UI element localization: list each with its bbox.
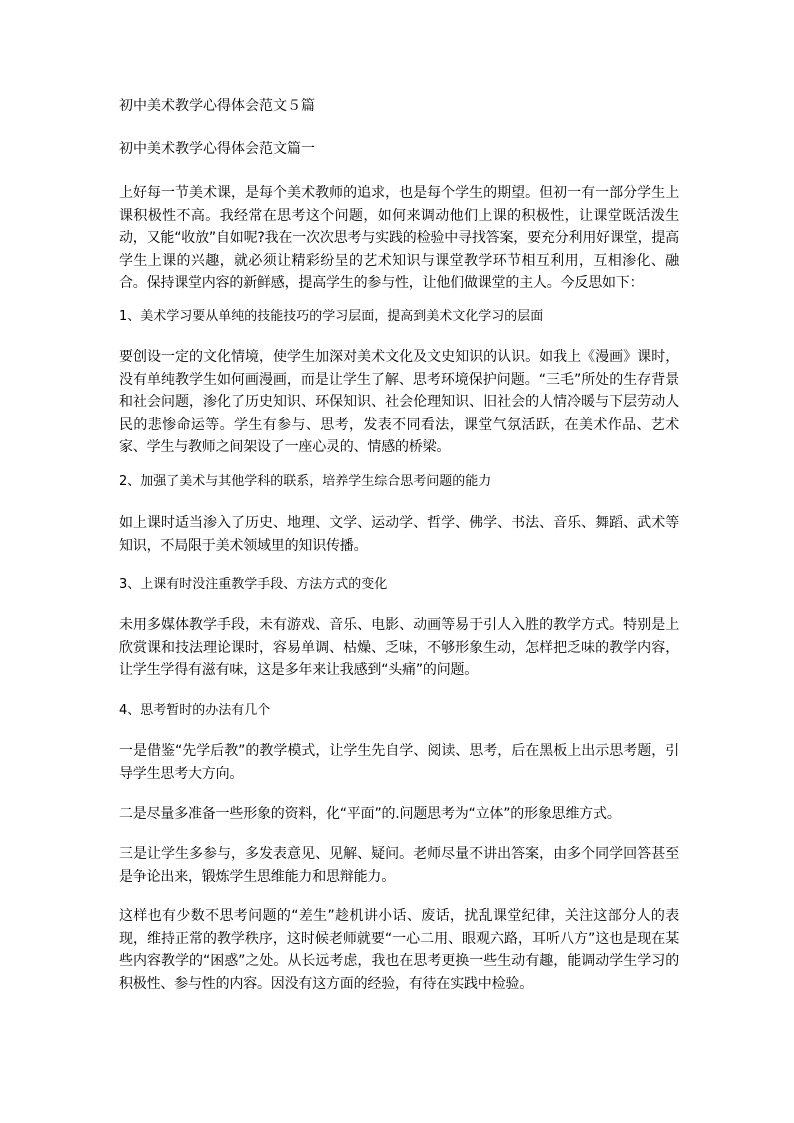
method-paragraph-3: 三是让学生多参与，多发表意见、见解、疑问。老师尽量不讲出答案，由多个同学回答甚至是争论出来，锻炼学生思维能力和思辩能力。	[119, 846, 679, 885]
section-heading-4: 4、思考暂时的办法有几个	[119, 703, 271, 718]
document-subtitle: 初中美术教学心得体会范文篇一	[119, 141, 315, 157]
document-page	[119, 96, 679, 992]
intro-paragraph: 上好每一节美术课，是每个美术教师的追求，也是每个学生的期望。但初一有一部分学生上课积极性不高。我经常在思考这个问题，如何来调动他们上课的积极性，让课堂既活泼生动，又能“收放”自如呢?我在一次次思考与实践的检验中寻找答案，要充分利用好课堂，提高学生上课的兴趣，就必须让精彩纷呈的艺术知识与课堂教学环节相互利用，互相渗化、融合。保持课堂内容的新鲜感，提高学生的参与性，让他们做课堂的主人。今反思如下：	[119, 185, 679, 291]
document-title: 初中美术教学心得体会范文５篇	[119, 98, 315, 114]
method-paragraph-1: 一是借鉴“先学后教”的教学模式，让学生先自学、阅读、思考，后在黑板上出示思考题，引导学生思考大方向。	[119, 743, 679, 782]
section-heading-1: 1、美术学习要从单纯的技能技巧的学习层面，提高到美术文化学习的层面	[119, 309, 544, 324]
section-heading-3: 3、上课有时没注重教学手段、方法方式的变化	[119, 577, 388, 592]
section-body-1: 要创设一定的文化情境，使学生加深对美术文化及文史知识的认识。如我上《漫画》课时，没有单纯教学生如何画漫画，而是让学生了解、思考环境保护问题。“三毛”所处的生存背景和社会问题，渗化了历史知识、环保知识、社会伦理知识、旧社会的人情冷暖与下层劳动人民的悲惨命运等。学生有参与、思考，发表不同看法，课堂气氛活跃，在美术作品、艺术家、学生与教师之间架设了一座心灵的、情感的桥梁。	[119, 349, 679, 455]
section-body-3: 未用多媒体教学手段，未有游戏、音乐、电影、动画等易于引人入胜的教学方式。特别是上欣赏课和技法理论课时，容易单调、枯燥、乏味，不够形象生动，怎样把乏味的教学内容，让学生学得有滋有味，这是多年来让我感到“头痛”的问题。	[119, 617, 679, 678]
section-body-2: 如上课时适当渗入了历史、地理、文学、运动学、哲学、佛学、书法、音乐、舞蹈、武术等知识，不局限于美术领域里的知识传播。	[119, 515, 679, 554]
method-paragraph-2: 二是尽量多准备一些形象的资料，化“平面”的.问题思考为“立体”的形象思维方式。	[119, 806, 621, 822]
section-heading-2: 2、加强了美术与其他学科的联系，培养学生综合思考问题的能力	[119, 474, 492, 489]
closing-paragraph: 这样也有少数不思考问题的“差生”趁机讲小话、废话，扰乱课堂纪律，关注这部分人的表现，维持正常的教学秩序，这时候老师就要“一心二用、眼观六路，耳听八方”这也是现在某些内容教学的“困惑”之处。从长远考虑，我也在思考更换一些生动有趣，能调动学生学习的积极性、参与性的内容。因没有这方面的经验，有待在实践中检验。	[119, 908, 679, 992]
